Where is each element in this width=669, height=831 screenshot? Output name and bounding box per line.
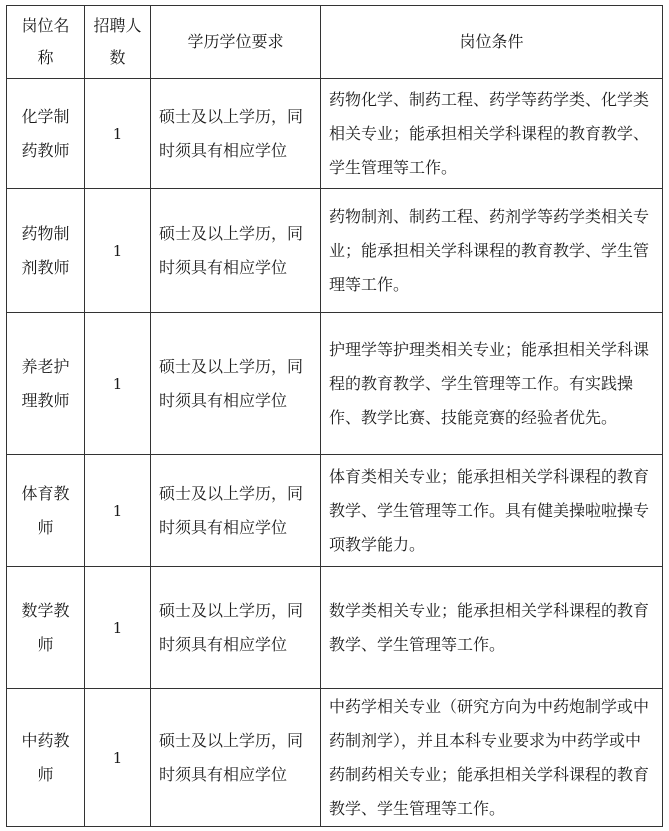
header-conditions: 岗位条件 xyxy=(321,6,663,79)
position-conditions: 护理学等护理类相关专业；能承担相关学科课程的教育教学、学生管理等工作。有实践操作、教学比赛、技能竞赛的经验者优先。 xyxy=(321,313,663,455)
table-row xyxy=(7,79,663,189)
position-name: 化学制药教师 xyxy=(7,79,85,189)
position-conditions: 药物化学、制药工程、药学等药学类、化学类相关专业；能承担相关学科课程的教育教学、学生管理等工作。 xyxy=(321,79,663,189)
recruit-count: 1 xyxy=(85,313,151,455)
recruit-count: 1 xyxy=(85,455,151,567)
table-row xyxy=(7,689,663,827)
table-row xyxy=(7,455,663,567)
position-name: 体育教师 xyxy=(7,455,85,567)
recruit-count: 1 xyxy=(85,567,151,689)
table-row xyxy=(7,189,663,313)
position-conditions: 体育类相关专业；能承担相关学科课程的教育教学、学生管理等工作。具有健美操啦啦操专项教学能力。 xyxy=(321,455,663,567)
table-header-row xyxy=(7,6,663,79)
recruitment-table xyxy=(6,5,663,827)
recruit-count: 1 xyxy=(85,189,151,313)
education-requirement: 硕士及以上学历，同时须具有相应学位 xyxy=(151,567,321,689)
header-education: 学历学位要求 xyxy=(151,6,321,79)
recruit-count: 1 xyxy=(85,689,151,827)
header-recruit-count: 招聘人数 xyxy=(85,6,151,79)
education-requirement: 硕士及以上学历，同时须具有相应学位 xyxy=(151,189,321,313)
education-requirement: 硕士及以上学历，同时须具有相应学位 xyxy=(151,455,321,567)
recruit-count: 1 xyxy=(85,79,151,189)
education-requirement: 硕士及以上学历，同时须具有相应学位 xyxy=(151,689,321,827)
position-name: 中药教师 xyxy=(7,689,85,827)
education-requirement: 硕士及以上学历，同时须具有相应学位 xyxy=(151,79,321,189)
table-row xyxy=(7,313,663,455)
position-conditions: 数学类相关专业；能承担相关学科课程的教育教学、学生管理等工作。 xyxy=(321,567,663,689)
position-name: 养老护理教师 xyxy=(7,313,85,455)
header-position-name: 岗位名称 xyxy=(7,6,85,79)
education-requirement: 硕士及以上学历，同时须具有相应学位 xyxy=(151,313,321,455)
position-conditions: 药物制剂、制药工程、药剂学等药学类相关专业；能承担相关学科课程的教育教学、学生管理等工作。 xyxy=(321,189,663,313)
position-conditions: 中药学相关专业（研究方向为中药炮制学或中药制剂学），并且本科专业要求为中药学或中药制药相关专业；能承担相关学科课程的教育教学、学生管理等工作。 xyxy=(321,689,663,827)
table-row xyxy=(7,567,663,689)
position-name: 数学教师 xyxy=(7,567,85,689)
position-name: 药物制剂教师 xyxy=(7,189,85,313)
